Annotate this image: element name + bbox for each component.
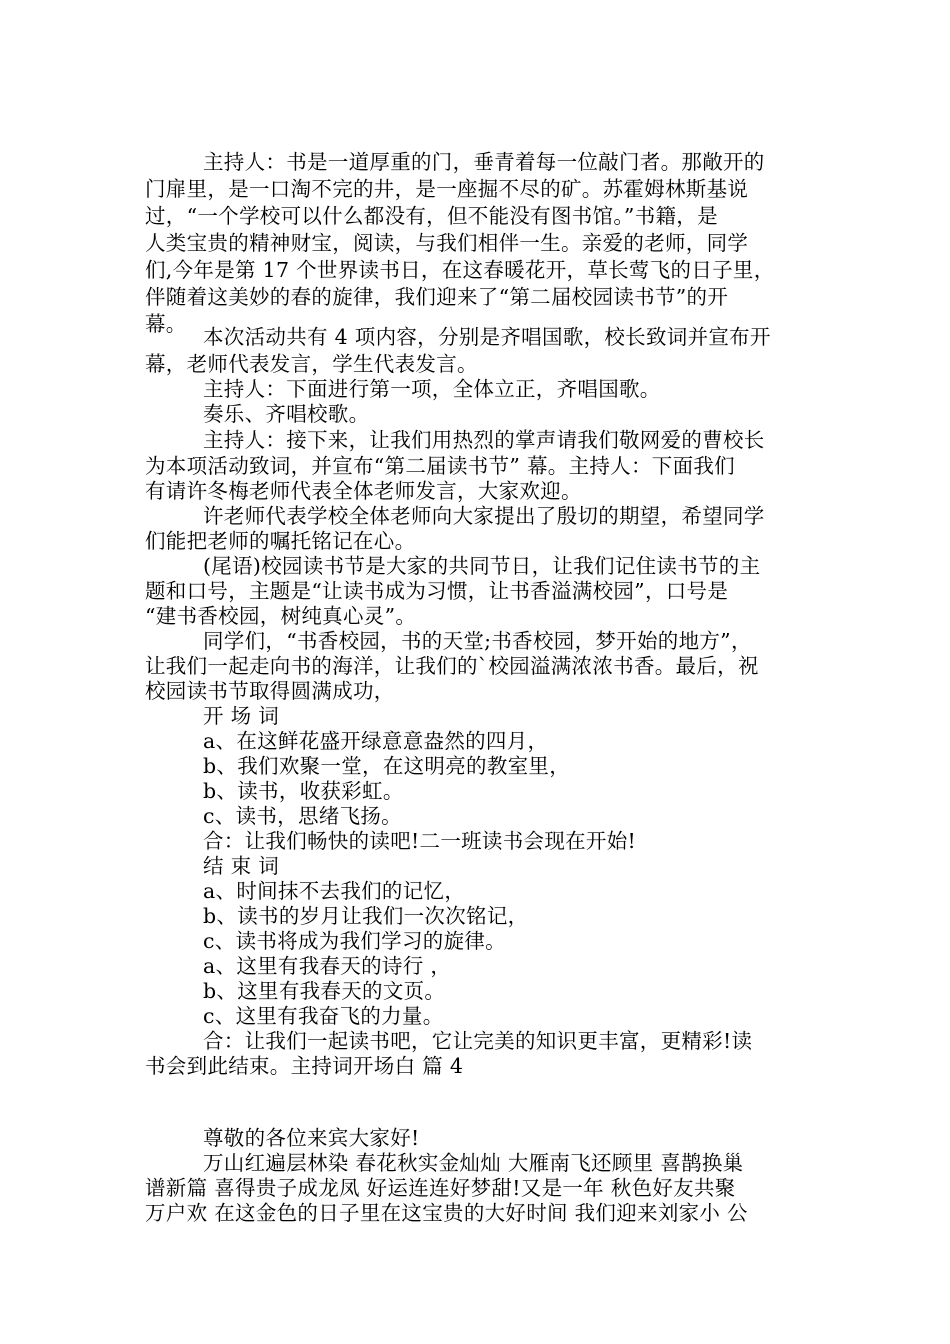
text-line: 主持人：书是一道厚重的门，垂青着每一位敲门者。那敞开的 xyxy=(203,150,765,174)
text-line: 伴随着这美妙的春的旋律，我们迎来了“第二届校园读书节”的开 xyxy=(145,285,729,309)
text-line: a、时间抹不去我们的记忆， xyxy=(203,879,466,903)
text-line: 门扉里，是一口淘不完的井，是一座掘不尽的矿。苏霍姆林斯基说 xyxy=(145,177,749,201)
section-heading-closing: 结 束 词 xyxy=(203,854,280,878)
text-line: b、我们欢聚一堂，在这明亮的教室里， xyxy=(203,754,571,778)
text-line: b、读书的岁月让我们一次次铭记， xyxy=(203,904,529,928)
text-line: 许老师代表学校全体老师向大家提出了殷切的期望，希望同学 xyxy=(203,504,765,528)
greeting-line: 尊敬的各位来宾大家好! xyxy=(203,1126,420,1150)
text-line: b、读书，收获彩虹。 xyxy=(203,779,404,803)
text-line: 幕。 xyxy=(145,312,187,336)
text-line: 有请许冬梅老师代表全体老师发言，大家欢迎。 xyxy=(145,479,582,503)
text-line: c、读书，思绪飞扬。 xyxy=(203,804,402,828)
text-line: 校园读书节取得圆满成功， xyxy=(145,679,395,703)
text-line: 奏乐、齐唱校歌。 xyxy=(203,402,370,426)
text-line: 人类宝贵的精神财宝，阅读，与我们相伴一生。亲爱的老师，同学 xyxy=(145,231,749,255)
text-line: 本次活动共有 4 项内容，分别是齐唱国歌，校长致词并宣布开 xyxy=(203,325,771,349)
text-line: (尾语)校园读书节是大家的共同节日，让我们记住读书节的主 xyxy=(203,554,761,578)
text-line: 万山红遍层林染 春花秋实金灿灿 大雁南飞还顾里 喜鹊换巢 xyxy=(203,1151,744,1175)
text-line: 同学们，“书香校园，书的天堂;书香校园，梦开始的地方”， xyxy=(203,629,752,653)
text-line: 万户欢 在这金色的日子里在这宝贵的大好时间 我们迎来刘家小 公 xyxy=(145,1201,748,1225)
text-line: b、这里有我春天的文页。 xyxy=(203,979,446,1003)
text-line: 谱新篇 喜得贵子成龙凤 好运连连好梦甜!又是一年 秋色好友共聚 xyxy=(145,1176,736,1200)
text-line: 过，“一个学校可以什么都没有，但不能没有图书馆。”书籍，是 xyxy=(145,204,718,228)
text-line: 主持人：下面进行第一项，全体立正，齐唱国歌。 xyxy=(203,377,661,401)
section-heading-opening: 开 场 词 xyxy=(203,704,280,728)
text-line: 们能把老师的嘱托铭记在心。 xyxy=(145,529,416,553)
text-line: 让我们一起走向书的海洋，让我们的`校园溢满浓浓书香。最后，祝 xyxy=(145,654,759,678)
text-line: 幕，老师代表发言，学生代表发言。 xyxy=(145,352,478,376)
text-line: a、这里有我春天的诗行 ， xyxy=(203,954,452,978)
text-line: 书会到此结束。主持词开场白 篇 4 xyxy=(145,1054,464,1078)
text-line: c、读书将成为我们学习的旋律。 xyxy=(203,929,506,953)
text-line: 合：让我们畅快的读吧!二一班读书会现在开始! xyxy=(203,829,637,853)
text-line: “建书香校园，树纯真心灵”。 xyxy=(145,604,417,628)
text-line: 们,今年是第 17 个世界读书日，在这春暖花开，草长莺飞的日子里， xyxy=(145,258,775,282)
text-line: 题和口号，主题是“让读书成为习惯，让书香溢满校园”，口号是 xyxy=(145,579,729,603)
text-line: c、这里有我奋飞的力量。 xyxy=(203,1004,444,1028)
text-line: a、在这鲜花盛开绿意意盎然的四月， xyxy=(203,729,549,753)
text-line: 为本项活动致词，并宣布“第二届读书节” 幕。主持人：下面我们 xyxy=(145,454,735,478)
text-line: 主持人：接下来，让我们用热烈的掌声请我们敬网爱的曹校长 xyxy=(203,428,765,452)
text-line: 合：让我们一起读书吧，它让完美的知识更丰富，更精彩!读 xyxy=(203,1029,753,1053)
